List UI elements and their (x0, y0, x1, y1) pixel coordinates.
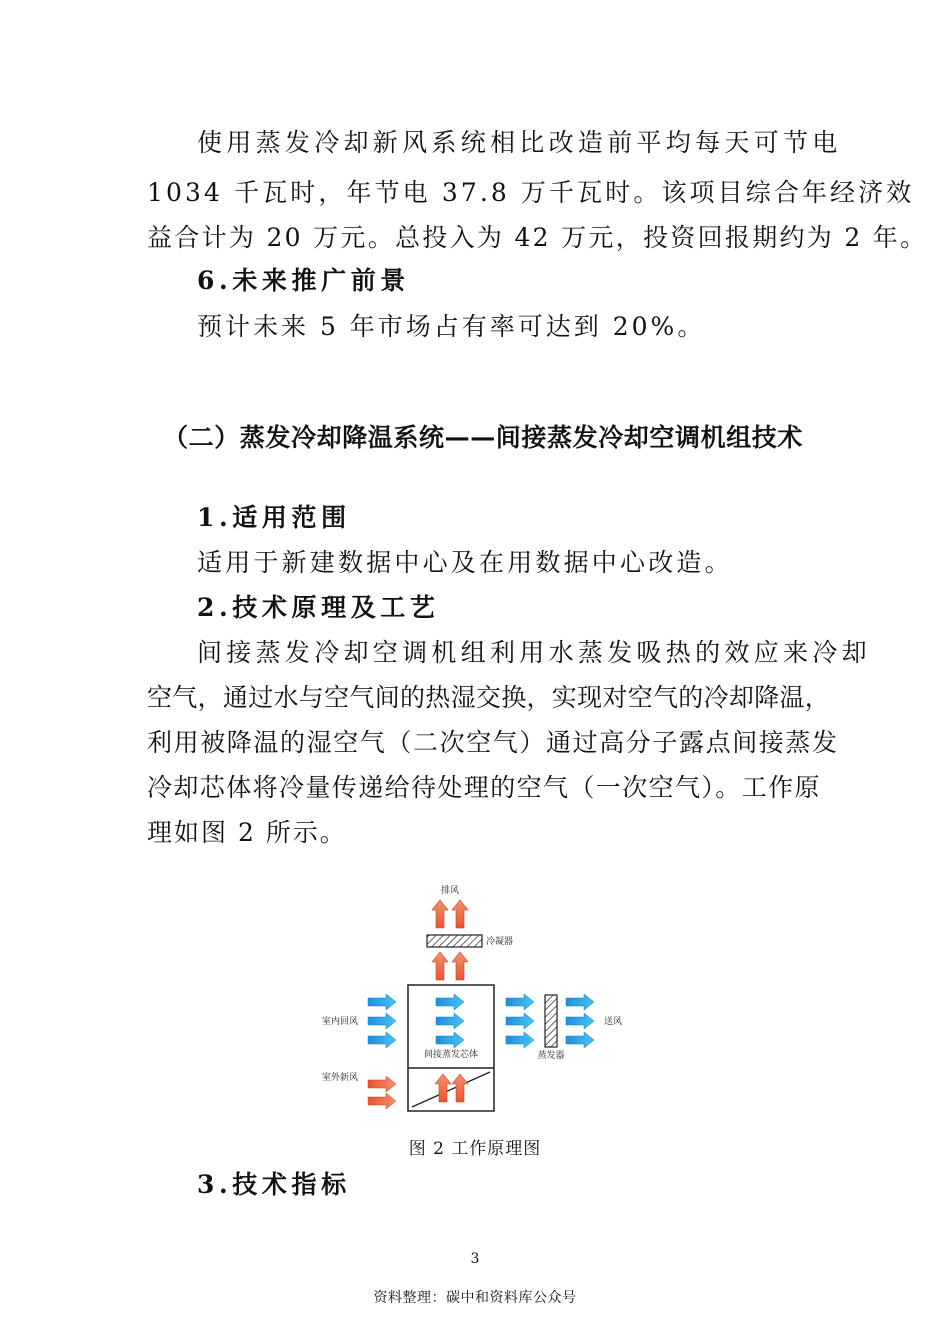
page-number: 3 (470, 1251, 480, 1267)
core-arrows (436, 994, 464, 1048)
paragraph-line: 间接蒸发冷却空调机组利用水蒸发吸热的效应来冷却 (197, 638, 871, 667)
supply-air-arrows (566, 994, 594, 1048)
paragraph-line: 利用被降温的湿空气（二次空气）通过高分子露点间接蒸发 (147, 728, 839, 757)
paragraph-line: 冷却芯体将冷量传递给待处理的空气（一次空气）。工作原 (147, 773, 821, 802)
figure-caption: 图 2 工作原理图 (408, 1139, 542, 1159)
condenser-in-arrows (432, 952, 468, 980)
heading-future-prospects: 6.未来推广前景 (197, 266, 410, 295)
label-core: 间接蒸发芯体 (423, 1050, 479, 1060)
label-supply: 送风 (604, 1017, 623, 1027)
condenser-coil (427, 935, 482, 947)
paragraph-line: 理如图 2 所示。 (147, 818, 347, 847)
label-evaporator: 蒸发器 (537, 1051, 565, 1061)
exhaust-arrows (432, 900, 468, 928)
label-exhaust: 排风 (440, 886, 460, 896)
heading-principle: 2.技术原理及工艺 (197, 593, 440, 622)
paragraph-line: 1034 千瓦时，年节电 37.8 万千瓦时。该项目综合年经济效 (147, 178, 915, 207)
label-condenser: 冷凝器 (486, 937, 514, 947)
indoor-return-arrows (368, 994, 396, 1048)
evaporator-in-arrows (506, 994, 534, 1048)
paragraph-line: 使用蒸发冷却新风系统相比改造前平均每天可节电 (197, 128, 842, 157)
page-footer: 资料整理：碳中和资料库公众号 (373, 1290, 577, 1306)
label-indoor-return: 室内回风 (322, 1017, 359, 1027)
paragraph-line: 预计未来 5 年市场占有率可达到 20%。 (197, 312, 706, 341)
section-title: （二）蒸发冷却降温系统——间接蒸发冷却空调机组技术 (163, 423, 804, 452)
heading-scope: 1.适用范围 (197, 503, 351, 532)
label-outdoor-fresh: 室外新风 (322, 1073, 359, 1083)
heading-tech-indicators: 3.技术指标 (197, 1170, 351, 1199)
paragraph-line: 益合计为 20 万元。总投入为 42 万元，投资回报期约为 2 年。 (147, 223, 928, 252)
outdoor-fresh-arrows (368, 1076, 396, 1109)
paragraph-line: 适用于新建数据中心及在用数据中心改造。 (197, 548, 733, 577)
paragraph-line: 空气，通过水与空气间的热湿交换，实现对空气的冷却降温， (147, 683, 831, 712)
evaporator-coil (545, 995, 557, 1047)
working-principle-diagram (300, 880, 650, 1120)
